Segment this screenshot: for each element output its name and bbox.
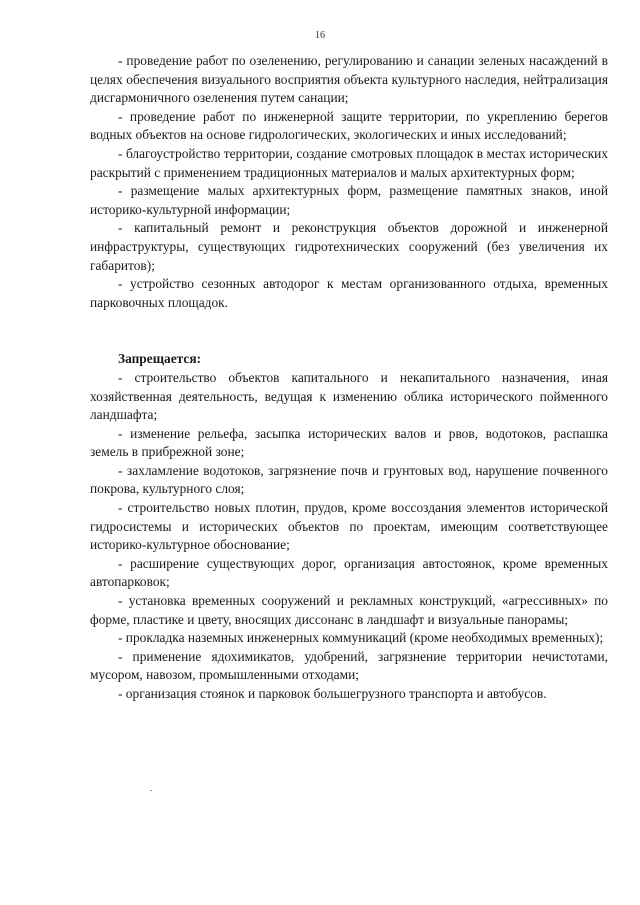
prohibited-item: - строительство новых плотин, прудов, кроме воссоздания элементов исторической гидросистемы и исторических объектов по проектам, имеющим соответствующее историко-культурное обоснование; <box>90 500 608 553</box>
prohibited-item: - расширение существующих дорог, организация автостоянок, кроме временных автопарковок; <box>90 555 608 590</box>
allowed-item: - проведение работ по озеленению, регулированию и санации зеленых насаждений в целях обеспечения визуального восприятия объекта культурного наследия, нейтрализация дисгармоничного озеленения путем санации; <box>90 53 608 106</box>
prohibited-item: - изменение рельефа, засыпка исторических валов и рвов, водотоков, распашка земель в прибрежной зоне; <box>90 425 608 460</box>
allowed-item: - устройство сезонных автодорог к местам организованного отдыха, временных парковочных площадок. <box>90 276 608 310</box>
allowed-item: - проведение работ по инженерной защите территории, по укреплению берегов водных объектов на основе гидрологических, экологических и иных исследований; <box>90 108 608 143</box>
prohibited-heading: Запрещается: <box>118 351 202 367</box>
prohibited-item: - прокладка наземных инженерных коммуникаций (кроме необходимых временных); <box>118 630 604 646</box>
scan-speck <box>150 790 152 791</box>
prohibited-item: - захламление водотоков, загрязнение почв и грунтовых вод, нарушение почвенного покрова, культурного слоя; <box>90 462 608 497</box>
prohibited-item: - организация стоянок и парковок большегрузного транспорта и автобусов. <box>118 686 547 701</box>
allowed-item: - капитальный ремонт и реконструкция объектов дорожной и инженерной инфраструктуры, существующих гидротехнических сооружений (без увеличения их габаритов); <box>90 220 608 273</box>
prohibited-item: - установка временных сооружений и рекламных конструкций, «агрессивных» по форме, пластике и цвету, вносящих диссонанс в ландшафт и визуальные панорамы; <box>90 593 608 627</box>
document-body <box>90 52 608 704</box>
prohibited-item: - строительство объектов капитального и некапитального назначения, иная хозяйственная деятельность, ведущая к изменению облика исторического пойменного ландшафта; <box>90 369 608 423</box>
allowed-item: - благоустройство территории, создание смотровых площадок в местах исторических раскрытий с применением традиционных материалов и малых архитектурных форм; <box>90 145 608 180</box>
page-number: 16 <box>315 30 325 41</box>
prohibited-item: - применение ядохимикатов, удобрений, загрязнение территории нечистотами, мусором, навозом, промышленными отходами; <box>90 648 608 683</box>
allowed-item: - размещение малых архитектурных форм, размещение памятных знаков, иной историко-культурной информации; <box>90 183 608 217</box>
